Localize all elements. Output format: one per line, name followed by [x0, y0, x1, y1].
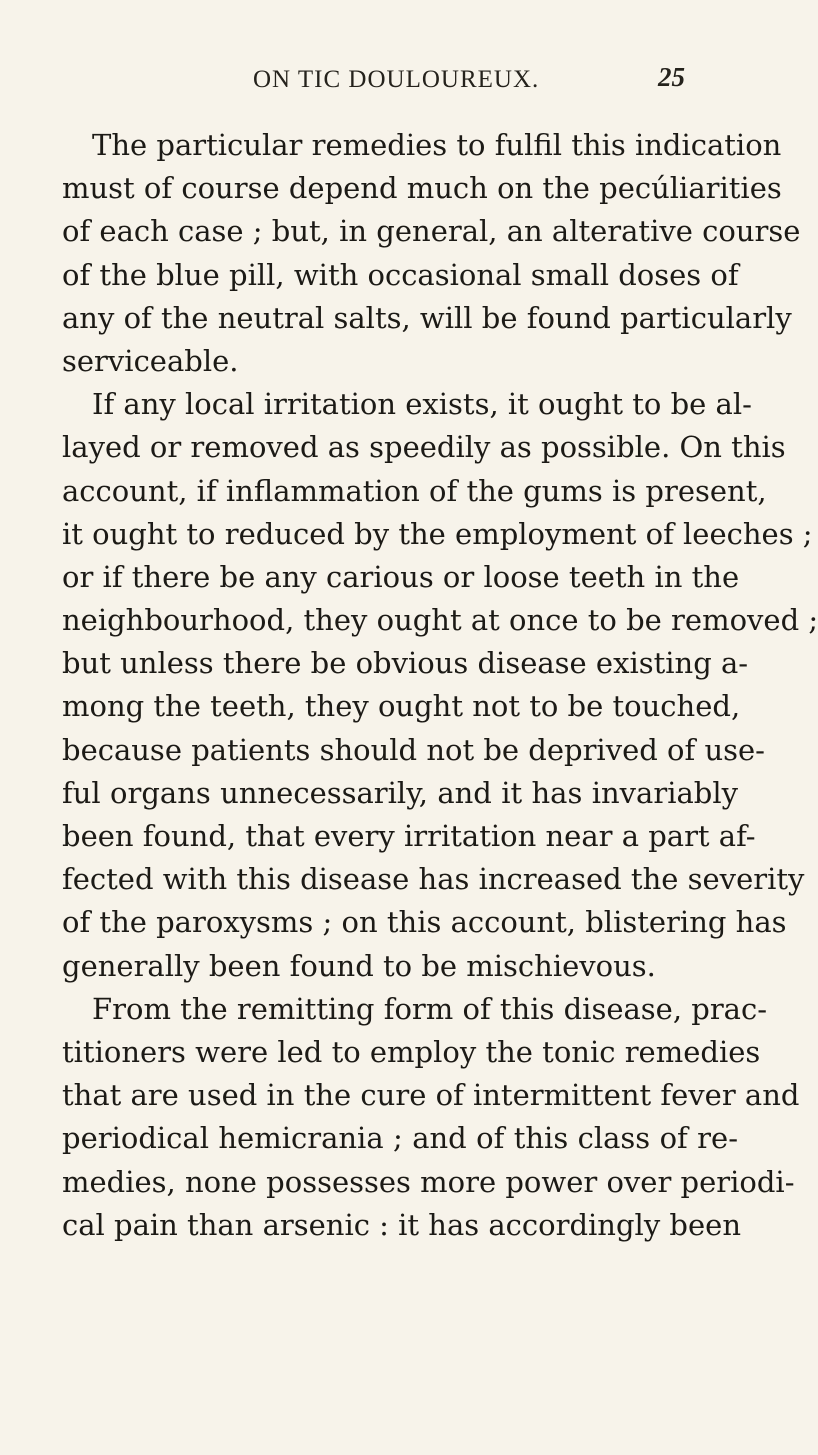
text-line: must of course depend much on the pecúliarities [62, 171, 782, 206]
text-line: because patients should not be deprived of use- [62, 732, 765, 767]
text-line: serviceable. [62, 343, 239, 378]
text-line: of the paroxysms ; on this account, blistering has [62, 905, 787, 940]
text-line: periodical hemicrania ; and of this class of re- [62, 1121, 738, 1156]
page-number: 25 [658, 62, 685, 92]
text-line: or if there be any carious or loose teeth in the [62, 559, 740, 594]
text-line: been found, that every irritation near a part af- [62, 819, 756, 853]
body-text [62, 124, 818, 1247]
text-line: it ought to reduced by the employment of leeches ; [62, 516, 813, 551]
text-line: of each case ; but, in general, an alterative course [62, 214, 801, 249]
text-line: layed or removed as speedily as possible. On this [62, 430, 786, 465]
running-title: ON TIC DOULOUREUX. [253, 66, 540, 93]
text-line: fected with this disease has increased the severity [62, 862, 805, 897]
text-line: mong the teeth, they ought not to be touched, [62, 689, 741, 724]
text-line: medies, none possesses more power over periodi- [62, 1164, 795, 1199]
text-line: account, if inflammation of the gums is present, [62, 473, 767, 508]
text-line: titioners were led to employ the tonic remedies [62, 1034, 761, 1069]
text-line: but unless there be obvious disease existing a- [62, 646, 749, 681]
text-line: From the remitting form of this disease, prac- [92, 991, 768, 1026]
text-line: that are used in the cure of intermittent fever and [62, 1078, 800, 1113]
text-line: any of the neutral salts, will be found particularly [62, 300, 792, 335]
text-line: neighbourhood, they ought at once to be removed ; [62, 603, 818, 638]
text-line: of the blue pill, with occasional small doses of [62, 257, 739, 292]
text-line: If any local irritation exists, it ought to be al- [92, 387, 752, 422]
text-line: The particular remedies to fulfil this indication [92, 128, 782, 162]
text-line: ful organs unnecessarily, and it has invariably [62, 775, 738, 810]
text-line: cal pain than arsenic : it has accordingly been [62, 1207, 741, 1242]
text-line: generally been found to be mischievous. [62, 948, 656, 983]
running-head [0, 62, 800, 100]
